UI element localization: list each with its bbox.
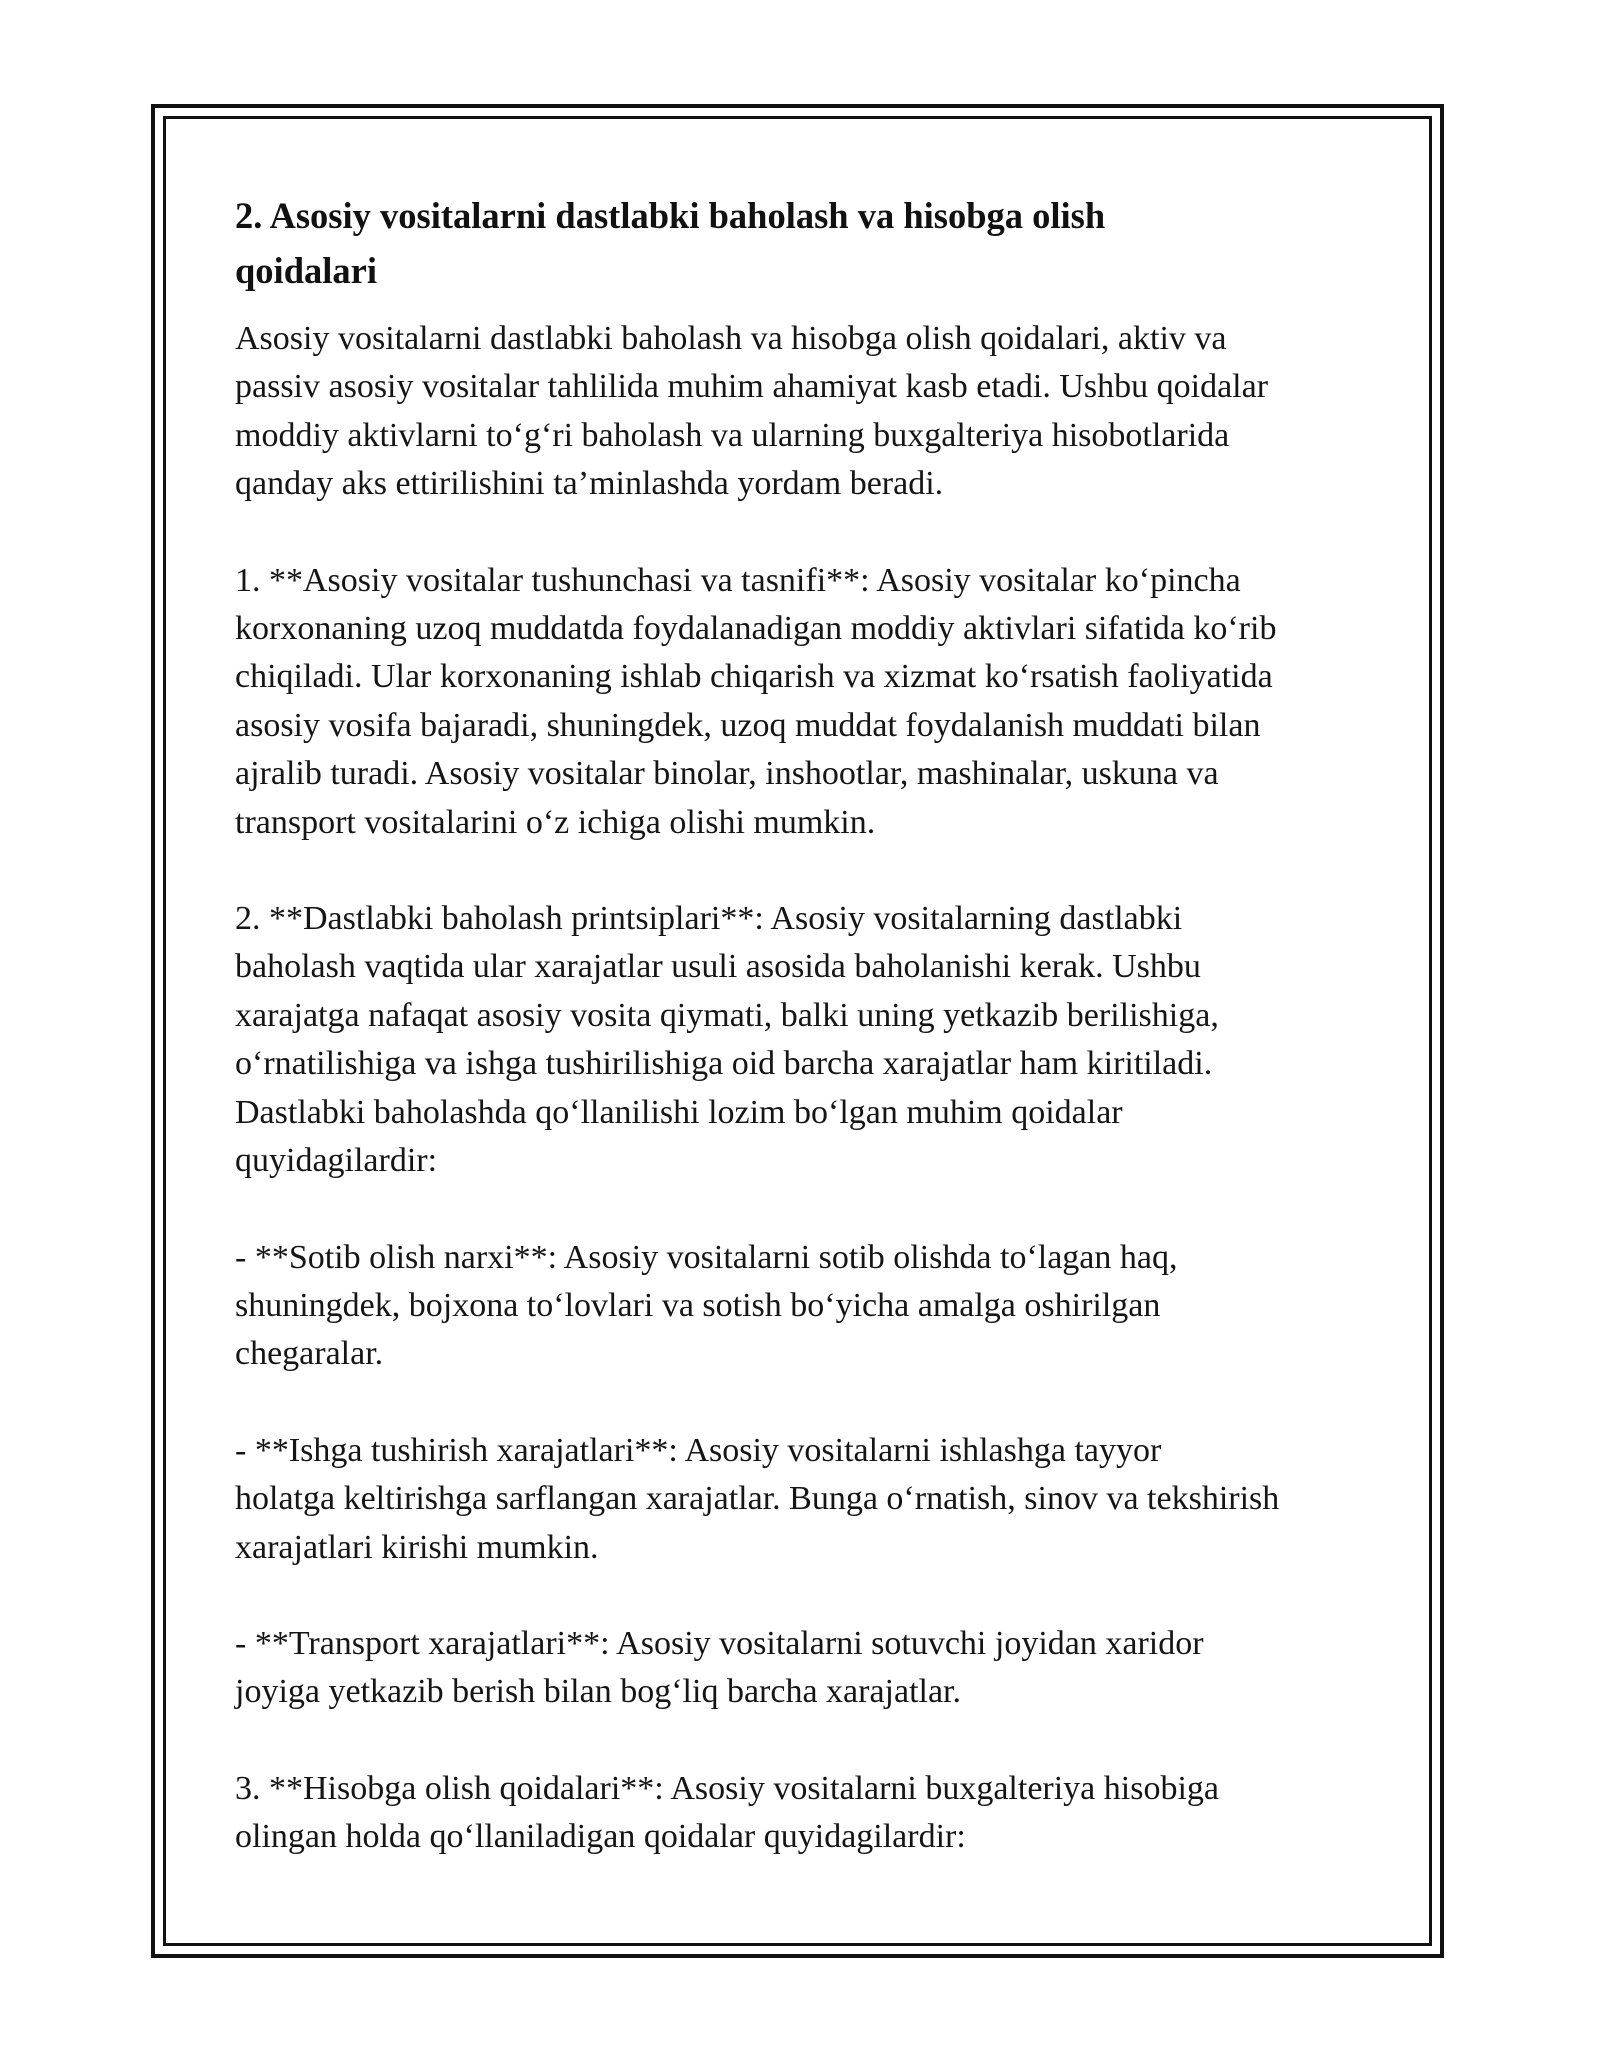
document-body: [235, 188, 1395, 1862]
subitem-launch-costs: - **Ishga tushirish xarajatlari**: Asosiy vositalarni ishlashga tayyor holatga keltirishga sarflangan xarajatlar. Bunga o‘rnatish, sinov va tekshirish xarajatlari kirishi mumkin.: [235, 1431, 1280, 1566]
subitem-transport-costs: - **Transport xarajatlari**: Asosiy vositalarni sotuvchi joyidan xaridor joyiga yetkazib berish bilan bog‘liq barcha xarajatlar.: [235, 1624, 1204, 1711]
item-3-paragraph: 3. **Hisobga olish qoidalari**: Asosiy vositalarni buxgalteriya hisobiga olingan holda qo‘llaniladigan qoidalar quyidagilardir:: [235, 1769, 1219, 1856]
item-1-paragraph: 1. **Asosiy vositalar tushunchasi va tasnifi**: Asosiy vositalar ko‘pincha korxonaning uzoq muddatda foydalanadigan moddiy aktivlari sifatida ko‘rib chiqiladi. Ular korxonaning ishlab chiqarish va xizmat ko‘rsatish faoliyatida asosiy vosifa bajaradi, shuningdek, uzoq muddat foydalanish muddati bilan ajralib turadi. Asosiy vositalar binolar, inshootlar, mashinalar, uskuna va transport vositalarini o‘z ichiga olishi mumkin.: [235, 561, 1277, 841]
subitem-purchase-price: - **Sotib olish narxi**: Asosiy vositalarni sotib olishda to‘lagan haq, shuningdek, bojxona to‘lovlari va sotish bo‘yicha amalga oshirilgan chegaralar.: [235, 1238, 1178, 1373]
intro-paragraph: Asosiy vositalarni dastlabki baholash va hisobga olish qoidalari, aktiv va passiv asosiy vositalar tahlilida muhim ahamiyat kasb etadi. Ushbu qoidalar moddiy aktivlarni to‘g‘ri baholash va ularning buxgalteriya hisobotlarida qanday aks ettirilishini ta’minlashda yordam beradi.: [235, 320, 1269, 503]
section-heading: 2. Asosiy vositalarni dastlabki baholash va hisobga olish qoidalari: [235, 195, 1106, 291]
item-2-paragraph: 2. **Dastlabki baholash printsiplari**: Asosiy vositalarning dastlabki baholash vaqtida ular xarajatlar usuli asosida baholanishi kerak. Ushbu xarajatga nafaqat asosiy vosita qiymati, balki uning yetkazib berilishiga, o‘rnatilishiga va ishga tushirilishiga oid barcha xarajatlar ham kiritiladi. Dastlabki baholashda qo‘llanilishi lozim bo‘lgan muhim qoidalar quyidagilardir:: [235, 900, 1219, 1180]
